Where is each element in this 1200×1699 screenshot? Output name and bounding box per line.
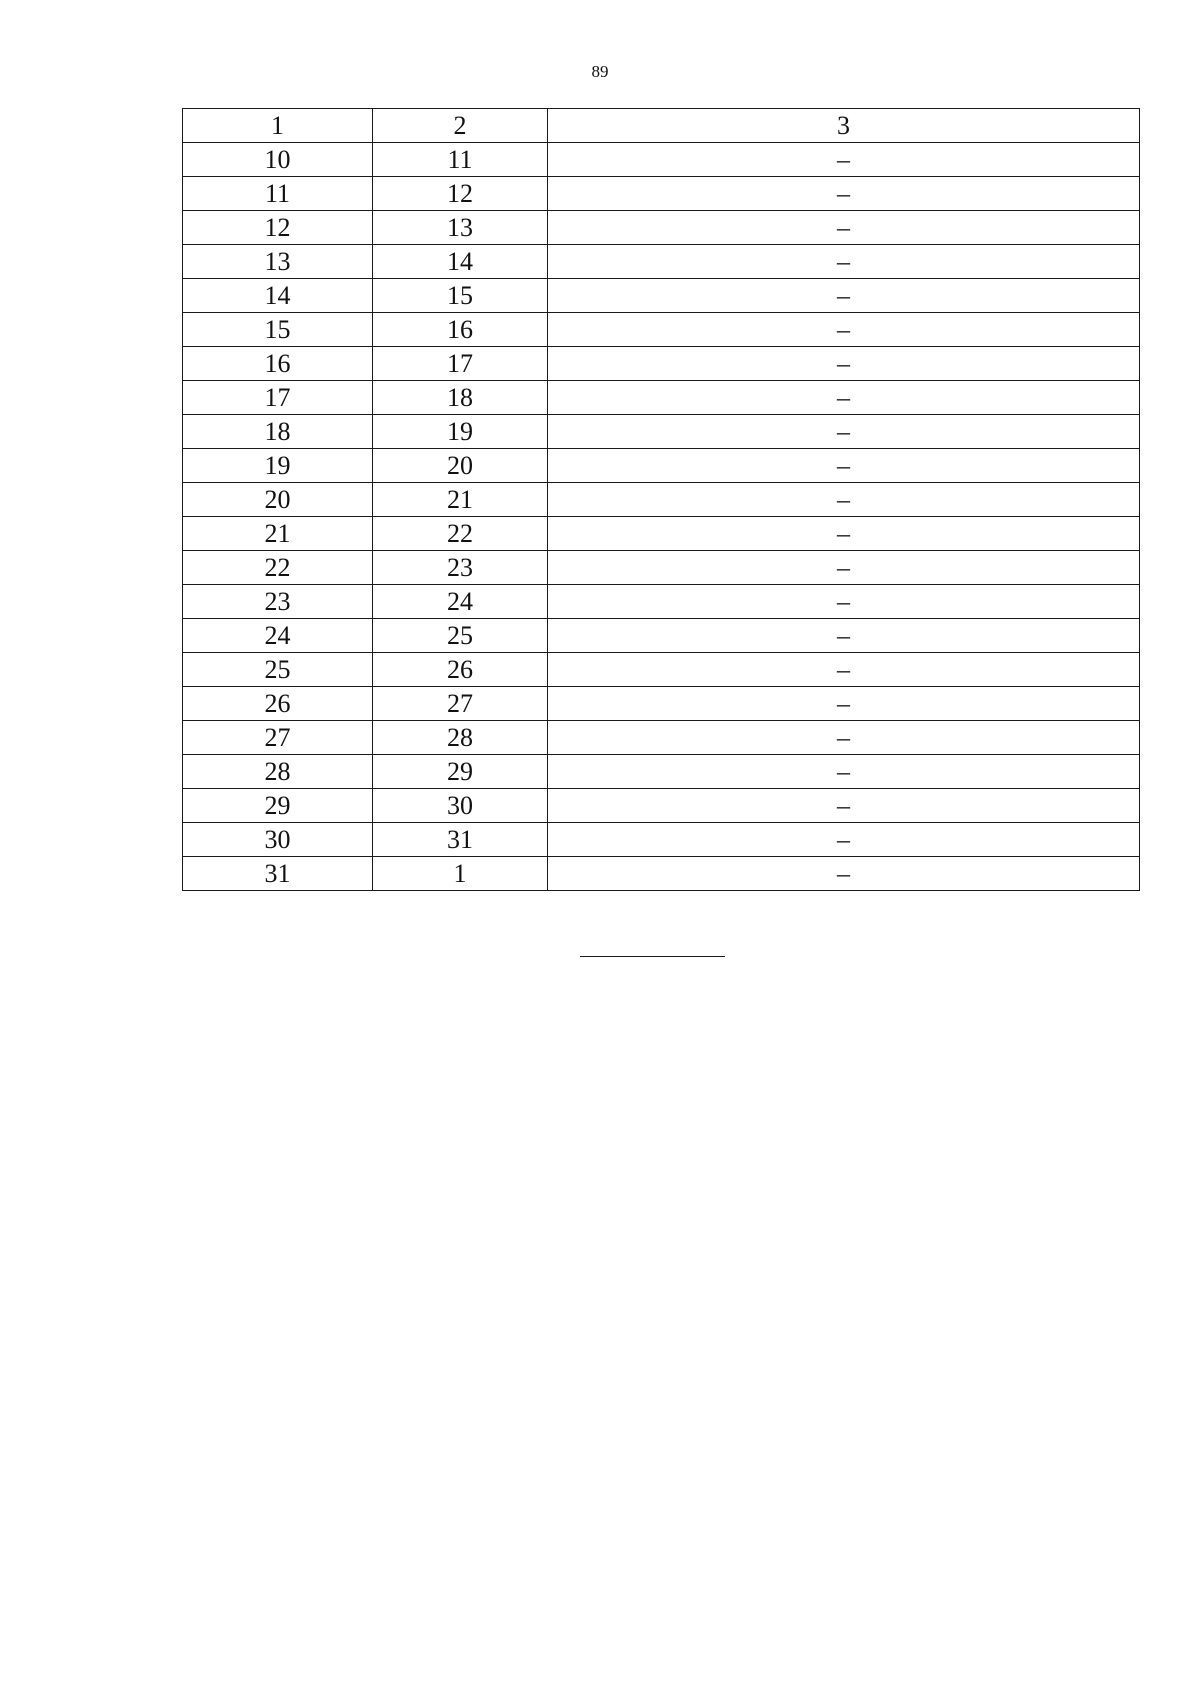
table-cell: 22: [183, 551, 373, 585]
table-cell: 21: [373, 483, 548, 517]
table-cell: 26: [183, 687, 373, 721]
table-cell: –: [548, 619, 1140, 653]
data-table: [182, 108, 1140, 891]
table-row: [183, 245, 1140, 279]
table-cell: 14: [183, 279, 373, 313]
table-row: [183, 585, 1140, 619]
table-cell: 22: [373, 517, 548, 551]
table-row: [183, 721, 1140, 755]
table-cell: 29: [373, 755, 548, 789]
table-row: [183, 415, 1140, 449]
table-cell: –: [548, 823, 1140, 857]
table-cell: –: [548, 143, 1140, 177]
table-row: [183, 313, 1140, 347]
table-row: [183, 551, 1140, 585]
table-cell: 18: [183, 415, 373, 449]
table-row: [183, 653, 1140, 687]
table-cell: 20: [373, 449, 548, 483]
table-cell: 30: [373, 789, 548, 823]
end-divider: [580, 956, 725, 957]
table-cell: 19: [373, 415, 548, 449]
table-cell: 11: [183, 177, 373, 211]
table-row: [183, 687, 1140, 721]
table-cell: 2: [373, 109, 548, 143]
table-header-row: [183, 109, 1140, 143]
table-row: [183, 517, 1140, 551]
table-row: [183, 381, 1140, 415]
table-cell: 29: [183, 789, 373, 823]
table-cell: 15: [373, 279, 548, 313]
table-cell: –: [548, 789, 1140, 823]
table-cell: 31: [183, 857, 373, 891]
table-cell: 13: [183, 245, 373, 279]
table-cell: 12: [183, 211, 373, 245]
table-cell: 23: [183, 585, 373, 619]
table-row: [183, 177, 1140, 211]
table-cell: 24: [373, 585, 548, 619]
table-row: [183, 483, 1140, 517]
table-cell: 25: [373, 619, 548, 653]
table-cell: 26: [373, 653, 548, 687]
page-number: 89: [591, 62, 609, 81]
table-cell: 14: [373, 245, 548, 279]
table-row: [183, 279, 1140, 313]
table-cell: –: [548, 347, 1140, 381]
table-row: [183, 823, 1140, 857]
table-cell: 13: [373, 211, 548, 245]
table-cell: 11: [373, 143, 548, 177]
table-cell: 30: [183, 823, 373, 857]
table-cell: –: [548, 721, 1140, 755]
table-cell: –: [548, 313, 1140, 347]
table-cell: 28: [183, 755, 373, 789]
table-cell: 28: [373, 721, 548, 755]
table-cell: 17: [183, 381, 373, 415]
table-cell: 17: [373, 347, 548, 381]
table-cell: –: [548, 177, 1140, 211]
table-cell: –: [548, 653, 1140, 687]
table-cell: 16: [183, 347, 373, 381]
table-cell: –: [548, 585, 1140, 619]
table-cell: 3: [548, 109, 1140, 143]
table-row: [183, 857, 1140, 891]
table-body: [183, 109, 1140, 891]
table-cell: 21: [183, 517, 373, 551]
table-row: [183, 211, 1140, 245]
table-cell: 31: [373, 823, 548, 857]
table-cell: 1: [373, 857, 548, 891]
table-row: [183, 449, 1140, 483]
table-cell: –: [548, 483, 1140, 517]
table-row: [183, 755, 1140, 789]
table-cell: –: [548, 245, 1140, 279]
table-cell: –: [548, 857, 1140, 891]
table-cell: –: [548, 687, 1140, 721]
table-cell: 12: [373, 177, 548, 211]
table-cell: –: [548, 381, 1140, 415]
table-row: [183, 143, 1140, 177]
table-cell: 1: [183, 109, 373, 143]
table-cell: –: [548, 517, 1140, 551]
table-cell: –: [548, 211, 1140, 245]
table-cell: 27: [183, 721, 373, 755]
table-cell: –: [548, 279, 1140, 313]
table-cell: 23: [373, 551, 548, 585]
table-cell: 24: [183, 619, 373, 653]
table-row: [183, 619, 1140, 653]
table-cell: 10: [183, 143, 373, 177]
table-cell: 15: [183, 313, 373, 347]
table-cell: –: [548, 755, 1140, 789]
table-cell: –: [548, 449, 1140, 483]
table-cell: 18: [373, 381, 548, 415]
table-row: [183, 347, 1140, 381]
table-cell: 27: [373, 687, 548, 721]
table-row: [183, 789, 1140, 823]
table-cell: –: [548, 551, 1140, 585]
table-cell: 20: [183, 483, 373, 517]
table-cell: –: [548, 415, 1140, 449]
table-cell: 25: [183, 653, 373, 687]
table-cell: 16: [373, 313, 548, 347]
table-cell: 19: [183, 449, 373, 483]
